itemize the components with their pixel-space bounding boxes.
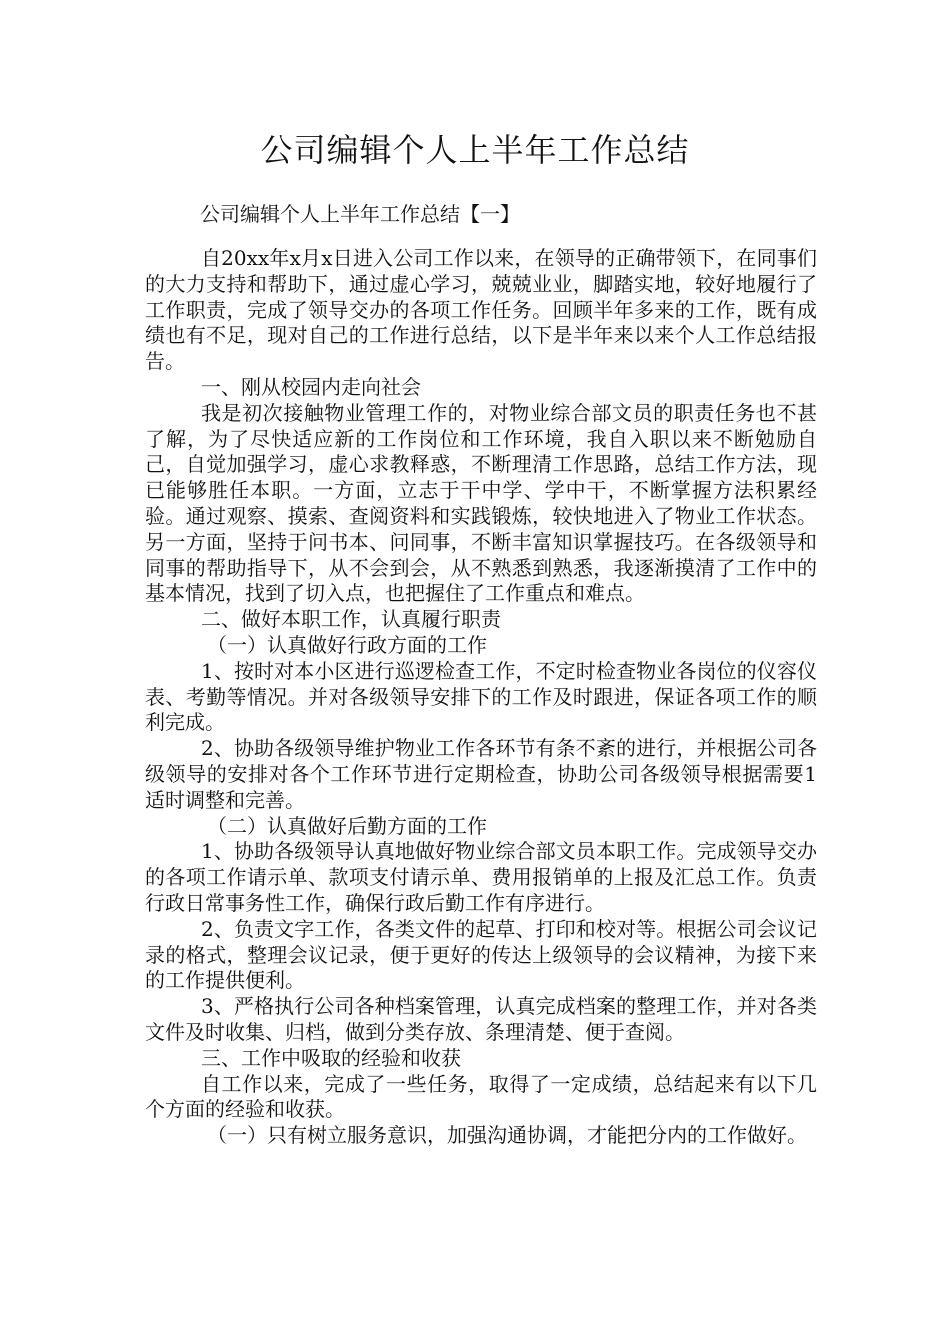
- paragraph-section-1: 我是初次接触物业管理工作的，对物业综合部文员的职责任务也不甚了解，为了尽快适应新的工作岗位和工作环境，我自入职以来不断勉励自己，自觉加强学习，虚心求教释惑，不断理清工作思路，总结工作方法，现已能够胜任本职。一方面，立志于干中学、学中干，不断掌握方法积累经验。通过观察、摸索、查阅资料和实践锻炼，较快地进入了物业工作状态。另一方面，坚持于问书本、问同事，不断丰富知识掌握技巧。在各级领导和同事的帮助指导下，从不会到会，从不熟悉到熟悉，我逐渐摸清了工作中的基本情况，找到了切入点，也把握住了工作重点和难点。: [145, 400, 817, 606]
- document-subtitle: 公司编辑个人上半年工作总结【一】: [200, 202, 520, 226]
- paragraph-2-2-item-3: 3、严格执行公司各种档案管理，认真完成档案的整理工作，并对各类文件及时收集、归档，做到分类存放、条理清楚、便于查阅。: [145, 994, 817, 1044]
- section-heading-1: 一、刚从校园内走向社会: [201, 374, 421, 399]
- paragraph-2-1-item-2: 2、协助各级领导维护物业工作各环节有条不紊的进行，并根据公司各级领导的安排对各个工作环节进行定期检查，协助公司各级领导根据需要1适时调整和完善。: [145, 736, 817, 812]
- paragraph-intro: 自20xx年x月x日进入公司工作以来，在领导的正确带领下，在同事们的大力支持和帮助下，通过虚心学习，兢兢业业，脚踏实地，较好地履行了工作职责，完成了领导交办的各项工作任务。回顾半年多来的工作，既有成绩也有不足，现对自己的工作进行总结，以下是半年来以来个人工作总结报告。: [145, 246, 817, 374]
- paragraph-2-2-item-2: 2、负责文字工作，各类文件的起草、打印和校对等。根据公司会议记录的格式，整理会议记录，便于更好的传达上级领导的会议精神，为接下来的工作提供便利。: [145, 916, 817, 993]
- paragraph-2-1-item-1: 1、按时对本小区进行巡逻检查工作，不定时检查物业各岗位的仪容仪表、考勤等情况。并对各级领导安排下的工作及时跟进，保证各项工作的顺利完成。: [145, 658, 817, 735]
- subsection-heading-2-1: （一）认真做好行政方面的工作: [207, 632, 487, 657]
- subsection-heading-3-1: （一）只有树立服务意识，加强沟通协调，才能把分内的工作做好。: [207, 1123, 807, 1148]
- section-heading-3: 三、工作中吸取的经验和收获: [201, 1045, 461, 1070]
- document-title: 公司编辑个人上半年工作总结: [260, 131, 690, 169]
- paragraph-section-3: 自工作以来，完成了一些任务，取得了一定成绩，总结起来有以下几个方面的经验和收获。: [145, 1071, 817, 1122]
- paragraph-2-2-item-1: 1、协助各级领导认真地做好物业综合部文员本职工作。完成领导交办的各项工作请示单、款项支付请示单、费用报销单的上报及汇总工作。负责行政日常事务性工作，确保行政后勤工作有序进行。: [145, 839, 817, 915]
- subsection-heading-2-2: （二）认真做好后勤方面的工作: [207, 813, 487, 838]
- document-body: [145, 246, 817, 1149]
- section-heading-2: 二、做好本职工作，认真履行职责: [201, 607, 501, 632]
